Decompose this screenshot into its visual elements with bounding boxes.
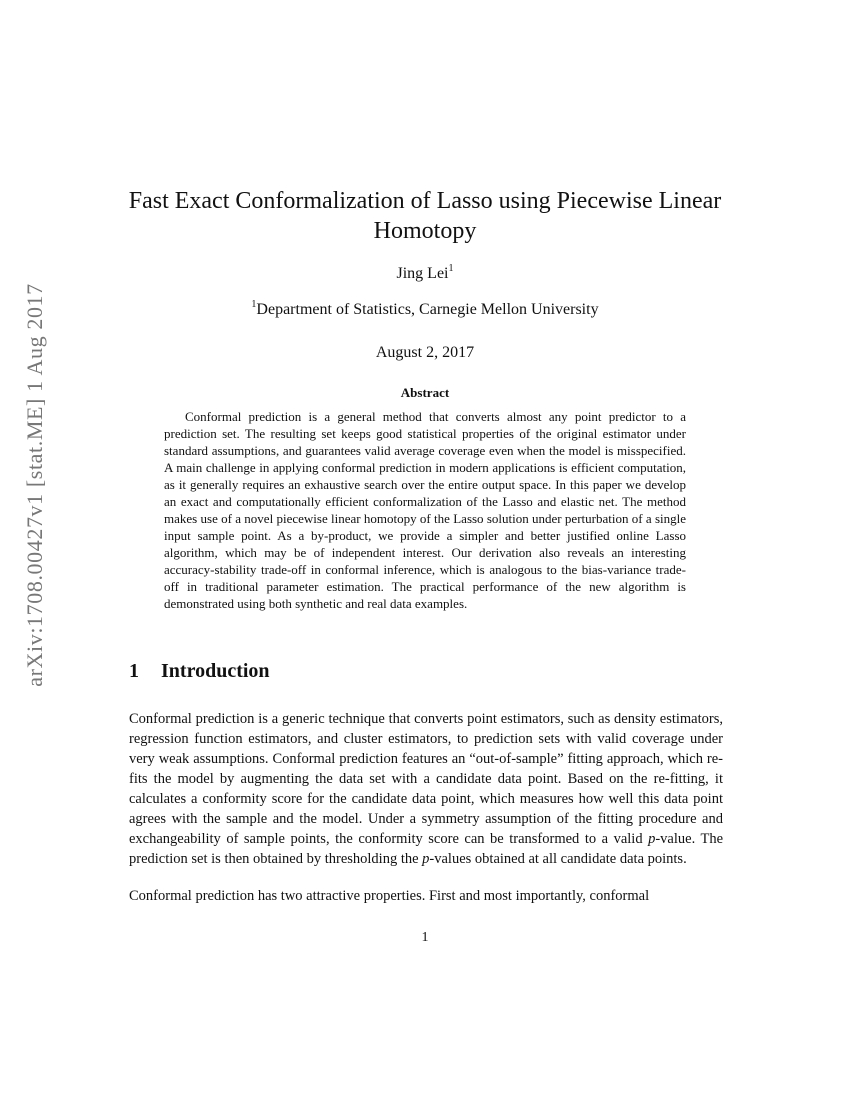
author-affiliation-marker: 1: [448, 263, 454, 274]
intro-p1-text-a: Conformal prediction is a generic technique that converts point estimators, such as density estimators, regression function estimators, and cluster estimators, to prediction sets with valid coverage under very weak assumptions. Conformal prediction features an “out-of-sample” fitting approach, which re-fits the model by augmenting the data set with a candidate data point. Based on the re-fitting, it calculates a conformity score for the candidate data point, which measures how well this data point agrees with the sample and the model. Under a symmetry assumption of the fitting procedure and exchangeability of sample points, the conformity score can be transformed to a valid: [129, 711, 723, 847]
author-name: Jing Lei: [396, 265, 449, 282]
intro-paragraph-1: [129, 709, 723, 869]
section-heading-introduction: [129, 660, 270, 683]
intro-p1-italic-p-2: p: [422, 851, 430, 867]
paper-title: Fast Exact Conformalization of Lasso using Piecewise Linear Homotopy: [128, 188, 722, 244]
section-title: Introduction: [161, 660, 270, 682]
intro-p1-italic-p-1: p: [648, 831, 656, 847]
author-line: [0, 265, 850, 283]
section-number: 1: [129, 660, 139, 682]
intro-p1-text-b: -value. The prediction set is then obtained by thresholding the: [129, 831, 723, 867]
abstract-body: Conformal prediction is a general method that converts almost any point predictor to a prediction set. The resulting set keeps good statistical properties of the original estimator under standard assumptions, and guarantees valid average coverage even when the model is misspecified. A main challenge in applying conformal prediction in modern applications is efficient computation, as it generally requires an exhaustive search over the entire output space. In this paper we develop an exact and computationally efficient conformalization of the Lasso and elastic net. The method makes use of a novel piecewise linear homotopy of the Lasso solution under perturbation of a single input sample point. As a by-product, we provide a simpler and better justified online Lasso algorithm, which may be of independent interest. Our derivation also reveals an interesting accuracy-stability trade-off in conformal inference, which is analogous to the bias-variance trade-off in traditional parameter estimation. The practical performance of the new algorithm is demonstrated using both synthetic and real data examples.: [164, 409, 686, 611]
page-number: 1: [421, 930, 429, 945]
intro-paragraph-2: Conformal prediction has two attractive properties. First and most importantly, conformal: [129, 888, 650, 904]
affiliation-name: Department of Statistics, Carnegie Mellon University: [256, 301, 599, 318]
affiliation-line: [0, 301, 850, 319]
abstract-heading: Abstract: [400, 385, 450, 400]
intro-p1-text-c: -values obtained at all candidate data points.: [429, 851, 687, 867]
affiliation-marker: 1: [251, 299, 257, 310]
publication-date: August 2, 2017: [375, 344, 475, 361]
arxiv-identifier: arXiv:1708.00427v1 [stat.ME] 1 Aug 2017: [22, 283, 47, 687]
